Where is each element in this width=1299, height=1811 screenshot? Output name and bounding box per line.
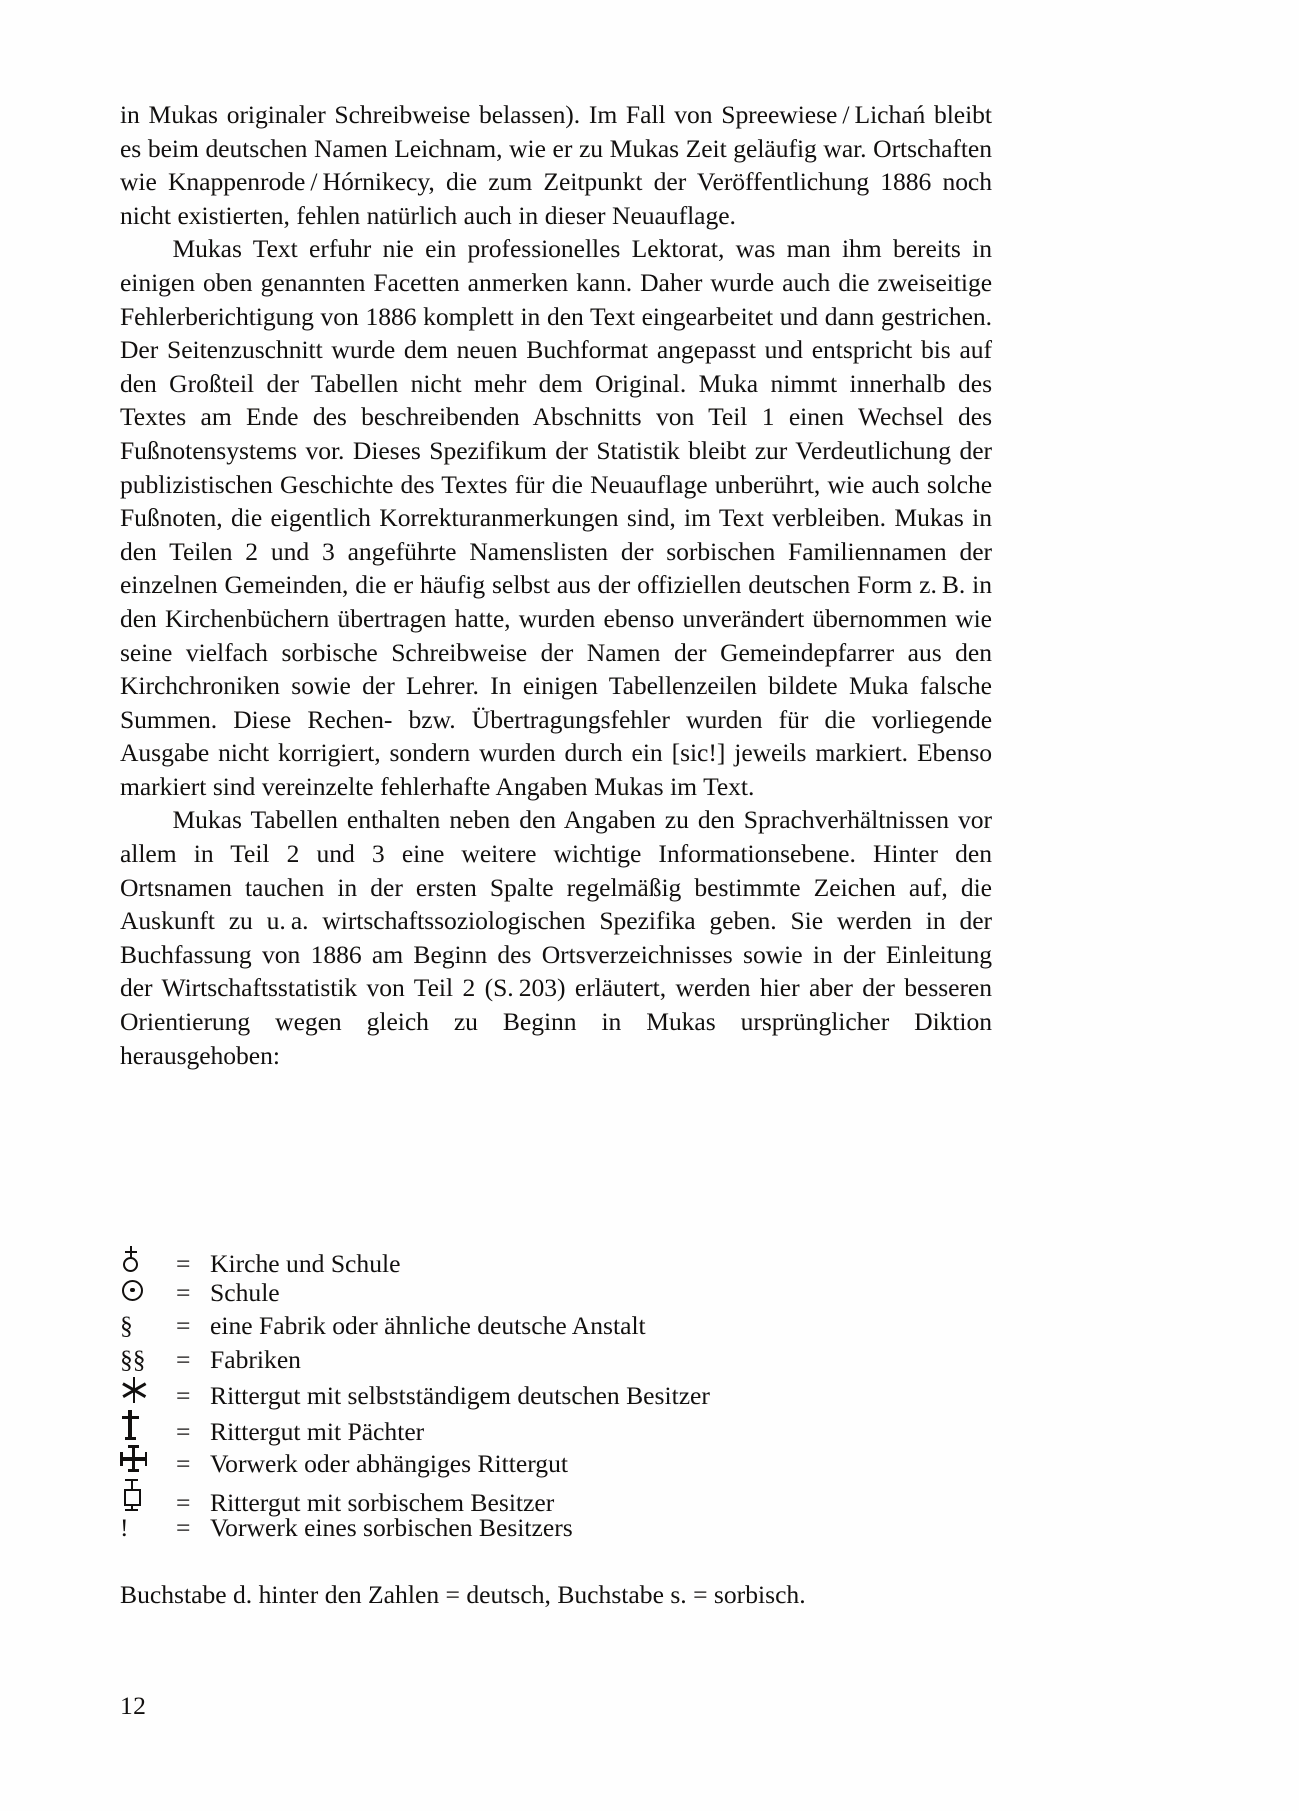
paragraph-2: Mukas Text erfuhr nie ein professionelles Lektorat, was man ihm bereits in einigen oben genannten Facetten anmerken kann. Daher wurde auch die zweiseitige Fehlerberichtigung von 1886 komplett in den Text eingearbeitet und dann gestrichen. Der Seitenzuschnitt wurde dem neuen Buchformat angepasst und entspricht bis auf den Großteil der Tabellen nicht mehr dem Original. Muka nimmt innerhalb des Textes am Ende des beschreibenden Abschnitts von Teil 1 einen Wechsel des Fußnotensystems vor. Dieses Spezifikum der Statistik bleibt zur Verdeutlichung der publizistischen Geschichte des Textes für die Neuauflage unberührt, wie auch solche Fußnoten, die eigentlich Korrekturanmerkungen sind, im Text verbleiben. Mukas in den Teilen 2 und 3 angeführte Namenslisten der sorbischen Familiennamen der einzelnen Gemeinden, die er häufig selbst aus der offiziellen deutschen Form z. B. in den Kirchenbüchern übertragen hatte, wurden ebenso unverändert übernommen wie seine vielfach sorbische Schreibweise der Namen der Gemeindepfarrer aus den Kirchchroniken sowie der Lehrer. In einigen Tabellenzeilen bildete Muka falsche Summen. Diese Rechen- bzw. Übertragungsfehler wurden für die vorliegende Ausgabe nicht korrigiert, sondern wurden durch ein [sic!] jeweils markiert. Ebenso markiert sind vereinzelte fehlerhafte Angaben Mukas im Text. (120, 234, 992, 801)
legend-item-label: Rittergut mit selbstständigem deutschen Besitzer (210, 1381, 710, 1411)
exclamation-mark-icon: ! (120, 1512, 129, 1542)
legend-footnote: Buchstabe d. hinter den Zahlen = deutsch, Buchstabe s. = sorbisch. (120, 1580, 806, 1609)
circled-dot-icon (120, 1276, 176, 1310)
legend-equals-sign: = (176, 1512, 191, 1542)
legend-equals-sign: = (176, 1448, 191, 1478)
list-item (120, 1242, 992, 1276)
legend-item-label: Kirche und Schule (210, 1249, 401, 1278)
list-item (120, 1410, 992, 1444)
legend-equals-sign: = (176, 1344, 191, 1374)
legend-item-label: Vorwerk oder abhängiges Rittergut (210, 1448, 568, 1478)
legend-item-label: Rittergut mit sorbischem Besitzer (210, 1488, 555, 1518)
list-item (120, 1343, 992, 1377)
page-number: 12 (120, 1691, 147, 1720)
six-pointed-asterisk-icon (120, 1376, 176, 1413)
legend-equals-sign: = (176, 1249, 191, 1278)
legend-item-label: Vorwerk eines sorbischen Besitzers (210, 1512, 573, 1542)
legend-equals-sign: = (176, 1488, 191, 1518)
barred-cross-icon (120, 1444, 176, 1481)
legend-equals-sign: = (176, 1311, 191, 1341)
section-sign-icon: § (120, 1311, 133, 1341)
legend-item-label: Fabriken (210, 1344, 301, 1374)
legend-equals-sign: = (176, 1277, 191, 1307)
list-item (120, 1477, 992, 1518)
list-item (120, 1444, 992, 1478)
list-item (120, 1309, 992, 1343)
list-item (120, 1376, 992, 1410)
list-item (120, 1276, 992, 1310)
legend-item-label: Schule (210, 1277, 280, 1307)
body-text-block (120, 98, 992, 1072)
paragraph-1: in Mukas originaler Schreibweise belassen). Im Fall von Spreewiese / Lichań bleibt es beim deutschen Namen Leichnam, wie er zu Mukas Zeit geläufig war. Ortschaften wie Knappenrode / Hórnikecy, die zum Zeitpunkt der Veröffentlichung 1886 noch nicht existierten, fehlen natürlich auch in dieser Neuauflage. (120, 100, 992, 230)
legend-equals-sign: = (176, 1416, 191, 1446)
list-item (120, 1511, 992, 1545)
legend-item-label: Rittergut mit Pächter (210, 1416, 425, 1446)
paragraph-3: Mukas Tabellen enthalten neben den Angaben zu den Sprachverhältnissen vor allem in Teil 2 und 3 eine weitere wichtige Informationsebene. Hinter den Ortsnamen tauchen in der ersten Spalte regelmäßig bestimmte Zeichen auf, die Auskunft zu u. a. wirtschaftssoziologischen Spezifika geben. Sie werden in der Buchfassung von 1886 am Beginn des Ortsverzeichnisses sowie in der Einleitung der Wirtschaftsstatistik von Teil 2 (S. 203) erläutert, werden hier aber der besseren Orientierung wegen gleich zu Beginn in Mukas ursprünglicher Diktion herausgehoben: (120, 805, 992, 1070)
double-section-sign-icon: §§ (120, 1344, 146, 1374)
symbol-legend-list (120, 1242, 992, 1544)
legend-equals-sign: = (176, 1381, 191, 1411)
legend-item-label: eine Fabrik oder ähnliche deutsche Anstalt (210, 1311, 646, 1341)
